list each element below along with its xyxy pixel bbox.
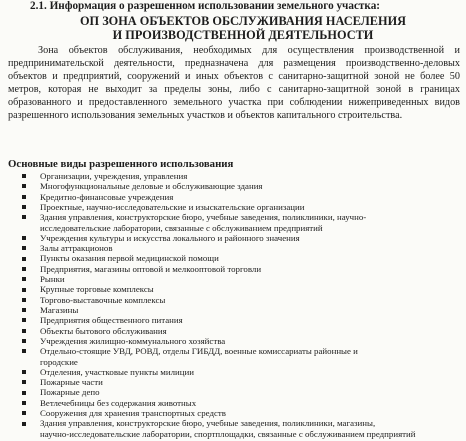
list-item-text: Здания управления, конструкторские бюро, учебные заведения, поликлиники, научно- xyxy=(40,212,367,223)
list-item xyxy=(0,305,466,315)
list-item xyxy=(0,418,466,428)
list-item xyxy=(0,326,466,336)
list-item xyxy=(0,295,466,305)
list-item-continuation xyxy=(0,429,466,439)
bullet-icon xyxy=(22,246,26,250)
list-item-text: городские xyxy=(40,356,78,367)
bullet-icon xyxy=(22,391,26,395)
description-line: Зона объектов обслуживания, необходимых для осуществления производственной и xyxy=(38,45,460,56)
bullet-icon xyxy=(22,349,26,353)
list-item-text: Ветлечебницы без содержания животных xyxy=(40,397,197,408)
list-item-text: Крупные торговые комплексы xyxy=(40,284,154,295)
list-item-text: научно-исследовательские лаборатории, спортплощадки, связанные с обслуживанием предприятий xyxy=(40,428,416,439)
list-item xyxy=(0,253,466,263)
list-item-text: Предприятия, магазины оптовой и мелкооптовой торговли xyxy=(40,263,262,274)
list-item-text: Торгово-выставочные комплексы xyxy=(40,294,166,305)
list-item-text: Многофункциональные деловые и обслуживающие здания xyxy=(40,181,263,192)
bullet-icon xyxy=(22,318,26,322)
bullet-icon xyxy=(22,205,26,209)
bullet-icon xyxy=(22,277,26,281)
list-item xyxy=(0,181,466,191)
list-item-text: Отделения, участковые пункты милиции xyxy=(40,366,194,377)
list-item-text: Кредитно-финансовые учреждения xyxy=(40,191,174,202)
bullet-icon xyxy=(22,401,26,405)
description-line: разрешенного использования земельных участков и объектов капитального строительства. xyxy=(8,110,403,121)
bullet-icon xyxy=(22,422,26,426)
list-item xyxy=(0,315,466,325)
list-item xyxy=(0,387,466,397)
list-item xyxy=(0,274,466,284)
list-item-text: Сооружения для хранения транспортных средств xyxy=(40,408,226,419)
list-item-text: Объекты бытового обслуживания xyxy=(40,325,167,336)
list-item-continuation xyxy=(0,223,466,233)
list-item xyxy=(0,408,466,418)
zone-title-line-1: ОП ЗОНА ОБЪЕКТОВ ОБСЛУЖИВАНИЯ НАСЕЛЕНИЯ xyxy=(79,14,407,28)
list-item-text: Учреждения культуры и искусства локального и районного значения xyxy=(40,232,300,243)
list-item-text: Предприятия общественного питания xyxy=(40,315,183,326)
list-item-text: Проектные, научно-исследовательские и изыскательские организации xyxy=(40,201,305,212)
list-item-text: Залы аттракционов xyxy=(40,243,113,254)
list-item xyxy=(0,171,466,181)
bullet-icon xyxy=(22,370,26,374)
bullet-icon xyxy=(22,329,26,333)
list-heading: Основные виды разрешенного использования xyxy=(8,158,234,170)
description-line: предпринимательской деятельности, предназначена для размещения производственно-деловых xyxy=(8,58,460,69)
bullet-icon xyxy=(22,195,26,199)
bullet-icon xyxy=(22,288,26,292)
bullet-icon xyxy=(22,298,26,302)
list-item xyxy=(0,243,466,253)
bullet-icon xyxy=(22,267,26,271)
bullet-icon xyxy=(22,411,26,415)
description-line: метров, которая не выходит за пределы зоны, либо с санитарно-защитной зоной в границах xyxy=(8,84,460,95)
bullet-icon xyxy=(22,184,26,188)
list-item xyxy=(0,367,466,377)
list-item-text: Отдельно-стоящие УВД, РОВД, отделы ГИБДД, военные комиссариаты районные и xyxy=(40,346,358,357)
list-item xyxy=(0,336,466,346)
list-item xyxy=(0,192,466,202)
list-item-text: исследовательские лаборатории, связанные с обслуживанием предприятий xyxy=(40,222,323,233)
bullet-icon xyxy=(22,308,26,312)
bullet-icon xyxy=(22,380,26,384)
list-item xyxy=(0,377,466,387)
bullet-icon xyxy=(22,257,26,261)
list-item-text: Пожарные депо xyxy=(40,387,100,398)
list-item xyxy=(0,264,466,274)
list-item-text: Пункты оказания первой медицинской помощи xyxy=(40,253,219,264)
zone-title-line-2: И ПРОИЗВОДСТВЕННОЙ ДЕЯТЕЛЬНОСТИ xyxy=(112,28,374,42)
list-item xyxy=(0,212,466,222)
description-line: образованного и предоставленного земельного участка при соблюдении нижеприведенных видов xyxy=(8,97,460,108)
list-item-text: Здания управления, конструкторские бюро, учебные заведения, поликлиники, магазины, xyxy=(40,418,376,429)
list-item xyxy=(0,233,466,243)
section-heading: 2.1. Информация о разрешенном использовании земельного участка: xyxy=(30,0,381,12)
bullet-icon xyxy=(22,339,26,343)
list-item xyxy=(0,202,466,212)
list-item xyxy=(0,346,466,356)
list-item xyxy=(0,398,466,408)
description-line: объектов и предприятий, сооружений и иных объектов с санитарно-защитной зоной не более 50 xyxy=(8,71,460,82)
bullet-icon xyxy=(22,236,26,240)
bullet-icon xyxy=(22,215,26,219)
list-item xyxy=(0,284,466,294)
list-item-continuation xyxy=(0,357,466,367)
list-item-text: Магазины xyxy=(40,305,79,315)
list-item-text: Рынки xyxy=(40,274,65,285)
list-item-text: Организации, учреждения, управления xyxy=(40,171,188,181)
bullet-icon xyxy=(22,174,26,178)
list-item-text: Пожарные части xyxy=(40,377,103,388)
list-item-text: Учреждения жилищно-коммунального хозяйства xyxy=(40,335,226,346)
